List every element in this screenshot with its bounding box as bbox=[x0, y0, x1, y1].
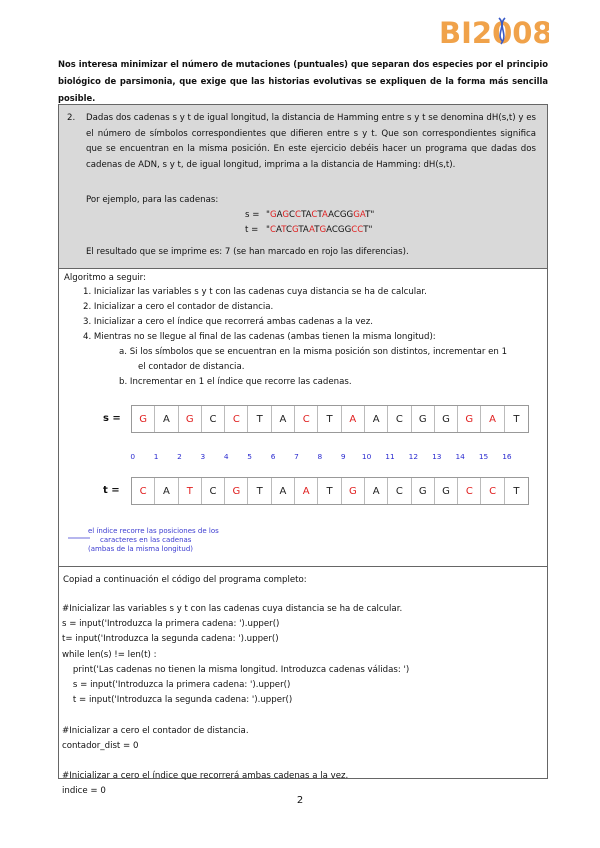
code-line: while len(s) != len(t) : bbox=[62, 649, 157, 660]
s-sequence-cell: A bbox=[342, 406, 365, 432]
algorithm-step-2: 2. Inicializar a cero el contador de distancia. bbox=[83, 302, 274, 312]
index-number: 16 bbox=[502, 452, 512, 461]
example-char: G bbox=[339, 210, 347, 220]
code-line: s = input('Introduzca la primera cadena: ').upper() bbox=[62, 680, 291, 690]
code-line: t= input('Introduzca la segunda cadena: ').upper() bbox=[62, 634, 279, 645]
example-char: G bbox=[346, 210, 354, 220]
example-char: C bbox=[351, 225, 358, 235]
code-line: print('Las cadenas no tienen la misma longitud. Introduzca cadenas válidas: ') bbox=[62, 664, 410, 675]
example-char: T bbox=[317, 210, 322, 220]
example-char: T bbox=[314, 225, 320, 235]
t-sequence-cell: C bbox=[132, 478, 155, 504]
code-line: contador_dist = 0 bbox=[62, 740, 139, 751]
algorithm-title: Algoritmo a seguir: bbox=[64, 273, 146, 283]
index-number: 0 bbox=[130, 452, 136, 461]
index-number: 12 bbox=[408, 452, 419, 461]
example-char: C bbox=[289, 210, 296, 220]
example-char: G bbox=[344, 225, 352, 235]
page-number: 2 bbox=[296, 795, 304, 806]
code-line: indice = 0 bbox=[62, 786, 106, 797]
index-number: 8 bbox=[317, 452, 323, 461]
example-char: A bbox=[326, 225, 332, 235]
legend-text-2: caracteres en las cadenas bbox=[100, 536, 192, 544]
example-char: A bbox=[322, 210, 329, 220]
example-s-label: s = bbox=[245, 210, 260, 220]
example-char: G bbox=[319, 225, 327, 235]
example-intro: Por ejemplo, para las cadenas: bbox=[86, 195, 219, 205]
exercise-box bbox=[58, 104, 548, 269]
example-char: C bbox=[295, 210, 302, 220]
example-char: C bbox=[311, 210, 318, 220]
t-sequence-cell: A bbox=[272, 478, 295, 504]
example-char: G bbox=[291, 225, 299, 235]
index-number: 1 bbox=[153, 452, 159, 461]
s-sequence-cell: C bbox=[295, 406, 318, 432]
example-char: A bbox=[305, 210, 312, 220]
t-sequence-cell: C bbox=[202, 478, 225, 504]
example-char: C bbox=[331, 225, 338, 235]
example-char: C bbox=[269, 225, 276, 235]
index-number: 15 bbox=[478, 452, 489, 461]
t-sequence-cell: G bbox=[412, 478, 435, 504]
t-sequence-cell: T bbox=[248, 478, 271, 504]
example-char: C bbox=[285, 225, 292, 235]
index-number: 3 bbox=[200, 452, 206, 461]
example-char: A bbox=[309, 225, 315, 235]
example-result: El resultado que se imprime es: 7 (se han marcado en rojo las diferencias). bbox=[86, 247, 409, 257]
s-row-label: s = bbox=[103, 413, 121, 424]
s-sequence-cell: G bbox=[179, 406, 202, 432]
s-sequence-cell: G bbox=[412, 406, 435, 432]
intro-paragraph: Nos interesa minimizar el número de mutaciones (puntuales) que separan dos especies por el principio biológico de parsimonia, que exige que las historias evolutivas se expliquen de la forma más sencilla posible. bbox=[58, 59, 548, 103]
t-sequence-cell: C bbox=[458, 478, 481, 504]
example-char: A bbox=[359, 210, 366, 220]
s-sequence-cell: G bbox=[435, 406, 458, 432]
example-char: G bbox=[282, 210, 290, 220]
t-sequence-cell: G bbox=[435, 478, 458, 504]
index-number: 11 bbox=[385, 452, 395, 461]
t-sequence-row bbox=[131, 477, 529, 505]
t-sequence-cell: G bbox=[225, 478, 248, 504]
example-char: T bbox=[281, 225, 286, 235]
example-char: A bbox=[276, 210, 283, 220]
t-sequence-cell: A bbox=[155, 478, 178, 504]
bi2008-logo bbox=[437, 12, 549, 52]
s-sequence-cell: A bbox=[365, 406, 388, 432]
s-sequence-cell: T bbox=[248, 406, 271, 432]
s-sequence-cell: T bbox=[513, 413, 520, 425]
s-sequence-cell: C bbox=[388, 406, 411, 432]
example-char: G bbox=[269, 210, 277, 220]
example-char: T bbox=[363, 225, 369, 235]
algorithm-substep-a-cont: el contador de distancia. bbox=[138, 362, 245, 372]
algorithm-step-1: 1. Inicializar las variables s y t con las cadenas cuya distancia se ha de calcular. bbox=[83, 287, 427, 297]
example-char: G bbox=[337, 225, 345, 235]
algorithm-step-4: 4. Mientras no se llegue al final de las cadenas (ambas tienen la misma longitud): bbox=[83, 332, 436, 342]
logo-text: BI2008 bbox=[439, 16, 549, 50]
example-char: G bbox=[353, 210, 360, 220]
legend-text-3: (ambas de la misma longitud) bbox=[88, 545, 194, 553]
example-char: T bbox=[298, 225, 303, 235]
code-line: #Inicializar las variables s y t con las cadenas cuya distancia se ha de calcular. bbox=[62, 604, 403, 614]
index-number: 10 bbox=[361, 452, 372, 461]
index-number: 13 bbox=[432, 452, 442, 461]
example-char: T bbox=[365, 210, 371, 220]
t-sequence-cell: C bbox=[388, 478, 411, 504]
t-sequence-cell: G bbox=[342, 478, 365, 504]
code-line: #Inicializar a cero el índice que recorrerá ambas cadenas a la vez. bbox=[62, 771, 349, 782]
legend-text-1: el índice recorre las posiciones de los bbox=[88, 527, 219, 535]
index-row bbox=[121, 452, 519, 461]
index-number: 6 bbox=[270, 452, 276, 461]
example-t-string: "CATCGTAATGACGGCCT" bbox=[266, 225, 373, 235]
exercise-number: 2. bbox=[67, 113, 76, 123]
s-sequence-cell: C bbox=[225, 406, 248, 432]
t-sequence-cell: T bbox=[318, 478, 341, 504]
algorithm-substep-b: b. Incrementar en 1 el índice que recorre las cadenas. bbox=[119, 377, 352, 387]
t-sequence-cell: A bbox=[365, 478, 388, 504]
s-sequence-cell: A bbox=[481, 406, 504, 432]
example-char: A bbox=[328, 210, 334, 220]
code-section-title: Copiad a continuación el código del programa completo: bbox=[63, 575, 307, 585]
t-sequence-cell: A bbox=[295, 478, 318, 504]
s-sequence-cell: A bbox=[155, 406, 178, 432]
s-sequence-cell: G bbox=[132, 406, 155, 432]
t-sequence-cell: C bbox=[481, 478, 504, 504]
example-char: T bbox=[301, 210, 306, 220]
s-sequence-cell: G bbox=[458, 406, 481, 432]
algorithm-substep-a: a. Si los símbolos que se encuentran en la misma posición son distintos, incrementar en 1 bbox=[119, 347, 508, 357]
index-number: 9 bbox=[340, 452, 346, 461]
index-number: 7 bbox=[294, 452, 299, 461]
algorithm-step-3: 3. Inicializar a cero el índice que recorrerá ambas cadenas a la vez. bbox=[83, 317, 373, 327]
example-t-label: t = bbox=[245, 225, 259, 235]
s-sequence-row bbox=[131, 405, 529, 433]
index-number: 14 bbox=[455, 452, 465, 461]
example-s-string: "GAGCCTACTAACGGGAT" bbox=[266, 210, 375, 220]
example-char: C bbox=[357, 225, 364, 235]
index-number: 2 bbox=[177, 452, 182, 461]
code-line: #Inicializar a cero el contador de distancia. bbox=[62, 725, 249, 736]
exercise-paragraph: Dadas dos cadenas s y t de igual longitud, la distancia de Hamming entre s y t se denomina dH(s,t) y es el número de símbolos correspondientes que difieren entre s y t. Que son correspondientes significa que se encuentran en la misma posición. En este ejercicio debéis hacer un programa que dadas dos cadenas de ADN, s y t, de igual longitud, imprima a la distancia de Hamming: dH(s,t). bbox=[86, 113, 536, 170]
t-row-label: t = bbox=[103, 485, 120, 496]
index-number: 5 bbox=[247, 452, 252, 461]
code-line: t = input('Introduzca la segunda cadena: ').upper() bbox=[62, 695, 293, 706]
s-sequence-cell: T bbox=[318, 406, 341, 432]
s-sequence-cell: C bbox=[202, 406, 225, 432]
example-char: A bbox=[275, 225, 282, 235]
example-char: A bbox=[302, 225, 310, 235]
t-sequence-cell: T bbox=[513, 485, 520, 497]
example-char: C bbox=[333, 210, 340, 220]
s-sequence-cell: A bbox=[272, 406, 295, 432]
index-number: 4 bbox=[223, 452, 229, 461]
code-line: s = input('Introduzca la primera cadena: ').upper() bbox=[62, 619, 280, 630]
t-sequence-cell: T bbox=[179, 478, 202, 504]
